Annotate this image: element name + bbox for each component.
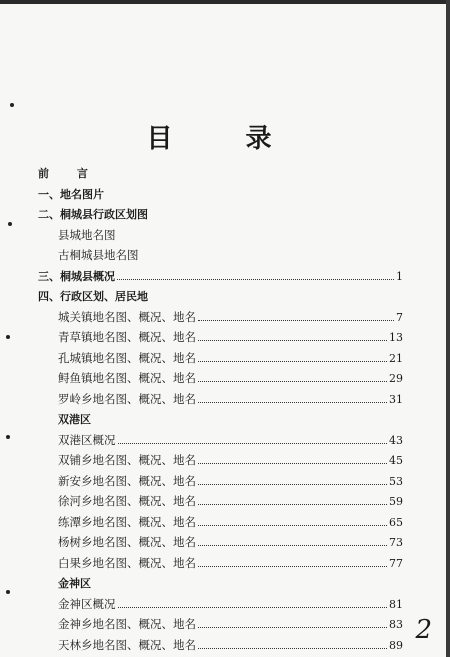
page-title: 目 录 — [146, 124, 304, 154]
toc-entry-label: 鲟鱼镇地名图、概况、地名 — [58, 371, 196, 385]
toc-entry — [38, 329, 403, 350]
toc-entry-page: 65 — [389, 515, 403, 529]
toc-entry-page: 59 — [389, 495, 403, 508]
toc-entry-label: 青草镇地名图、概况、地名 — [58, 330, 196, 344]
toc-entry-page: 7 — [396, 310, 403, 324]
toc-entry-label: 天林乡地名图、概况、地名 — [58, 637, 196, 652]
dot-leader — [198, 395, 387, 402]
dot-leader — [198, 375, 387, 382]
toc-entry-label: 罗岭乡地名图、概况、地名 — [58, 391, 196, 406]
toc-entry-label: 县城地名图 — [58, 227, 116, 242]
page-right-edge — [446, 0, 450, 657]
toc-entry-label: 一、地名图片 — [38, 187, 104, 201]
toc-entry-label: 金神乡地名图、概况、地名 — [58, 617, 196, 631]
toc-entry — [38, 247, 403, 268]
toc-entry — [38, 186, 403, 207]
toc-entry-label: 古桐城县地名图 — [58, 248, 139, 262]
dot-leader — [118, 436, 388, 443]
dot-leader — [117, 272, 394, 279]
toc-entry-page: 31 — [389, 392, 403, 406]
toc-entry-label: 金神区概况 — [58, 596, 116, 611]
toc-entry-page: 81 — [389, 597, 403, 611]
dot-leader — [198, 354, 387, 361]
toc-entry — [38, 452, 403, 473]
toc-entry — [38, 165, 403, 186]
toc-entry — [38, 288, 403, 309]
toc-entry — [38, 473, 403, 494]
dot-leader — [118, 600, 388, 607]
toc-entry-label: 四、行政区划、居民地 — [38, 290, 148, 303]
toc-entry — [38, 206, 403, 227]
toc-entry-label: 白果乡地名图、概况、地名 — [58, 555, 196, 570]
toc-entry-label: 孔城镇地名图、概况、地名 — [58, 350, 196, 365]
toc-entry-page: 89 — [389, 638, 403, 652]
toc-entry-page: 77 — [389, 556, 403, 570]
toc-entry-label: 二、桐城县行政区划图 — [38, 208, 148, 221]
dot-leader — [198, 539, 387, 546]
table-of-contents — [38, 165, 403, 657]
toc-entry — [38, 268, 403, 289]
toc-entry-label: 练潭乡地名图、概况、地名 — [58, 514, 196, 529]
toc-entry-page: 1 — [396, 269, 403, 283]
toc-entry — [38, 596, 403, 617]
toc-entry — [38, 514, 403, 535]
toc-entry — [38, 227, 403, 248]
page-top-edge — [0, 0, 450, 4]
toc-entry — [38, 309, 403, 330]
dot-leader — [198, 334, 387, 341]
dot-leader — [198, 477, 387, 484]
dot-leader — [198, 498, 387, 505]
dot-leader — [198, 621, 387, 628]
toc-entry-label: 新安乡地名图、概况、地名 — [58, 473, 196, 488]
toc-entry-label: 金神区 — [58, 577, 91, 590]
toc-entry — [38, 432, 403, 453]
dot-leader — [198, 641, 387, 648]
toc-entry — [38, 370, 403, 391]
dot-leader — [198, 457, 387, 464]
toc-entry — [38, 411, 403, 432]
toc-entry-label: 三、桐城县概况 — [38, 269, 115, 283]
binding-hole-mark — [6, 335, 10, 339]
toc-entry — [38, 637, 403, 657]
dot-leader — [198, 559, 387, 566]
toc-entry — [38, 493, 403, 514]
toc-entry — [38, 350, 403, 371]
toc-entry-label: 城关镇地名图、概况、地名 — [58, 309, 196, 324]
toc-entry-page: 21 — [389, 351, 403, 365]
toc-entry-page: 45 — [389, 454, 403, 467]
dot-leader — [198, 313, 394, 320]
toc-entry-label: 双港区概况 — [58, 432, 116, 447]
toc-entry — [38, 391, 403, 412]
toc-entry — [38, 534, 403, 555]
toc-entry-label: 双铺乡地名图、概况、地名 — [58, 453, 196, 467]
binding-hole-mark — [8, 222, 12, 226]
binding-hole-mark — [6, 435, 10, 439]
dot-leader — [198, 518, 387, 525]
toc-entry-page: 13 — [389, 331, 403, 344]
toc-entry — [38, 555, 403, 576]
toc-entry-label: 徐河乡地名图、概况、地名 — [58, 494, 196, 508]
page-number: 2 — [415, 615, 432, 645]
toc-entry-page: 43 — [389, 433, 403, 447]
toc-entry-page: 83 — [389, 618, 403, 631]
toc-entry-page: 53 — [389, 474, 403, 488]
toc-entry — [38, 575, 403, 596]
toc-entry-label: 杨树乡地名图、概况、地名 — [58, 535, 196, 549]
toc-entry-page: 73 — [389, 536, 403, 549]
binding-hole-mark — [10, 103, 14, 107]
toc-entry-label: 前 言 — [38, 167, 100, 180]
binding-hole-mark — [6, 590, 10, 594]
toc-entry — [38, 616, 403, 637]
toc-entry-label: 双港区 — [58, 413, 91, 426]
toc-entry-page: 29 — [389, 372, 403, 385]
